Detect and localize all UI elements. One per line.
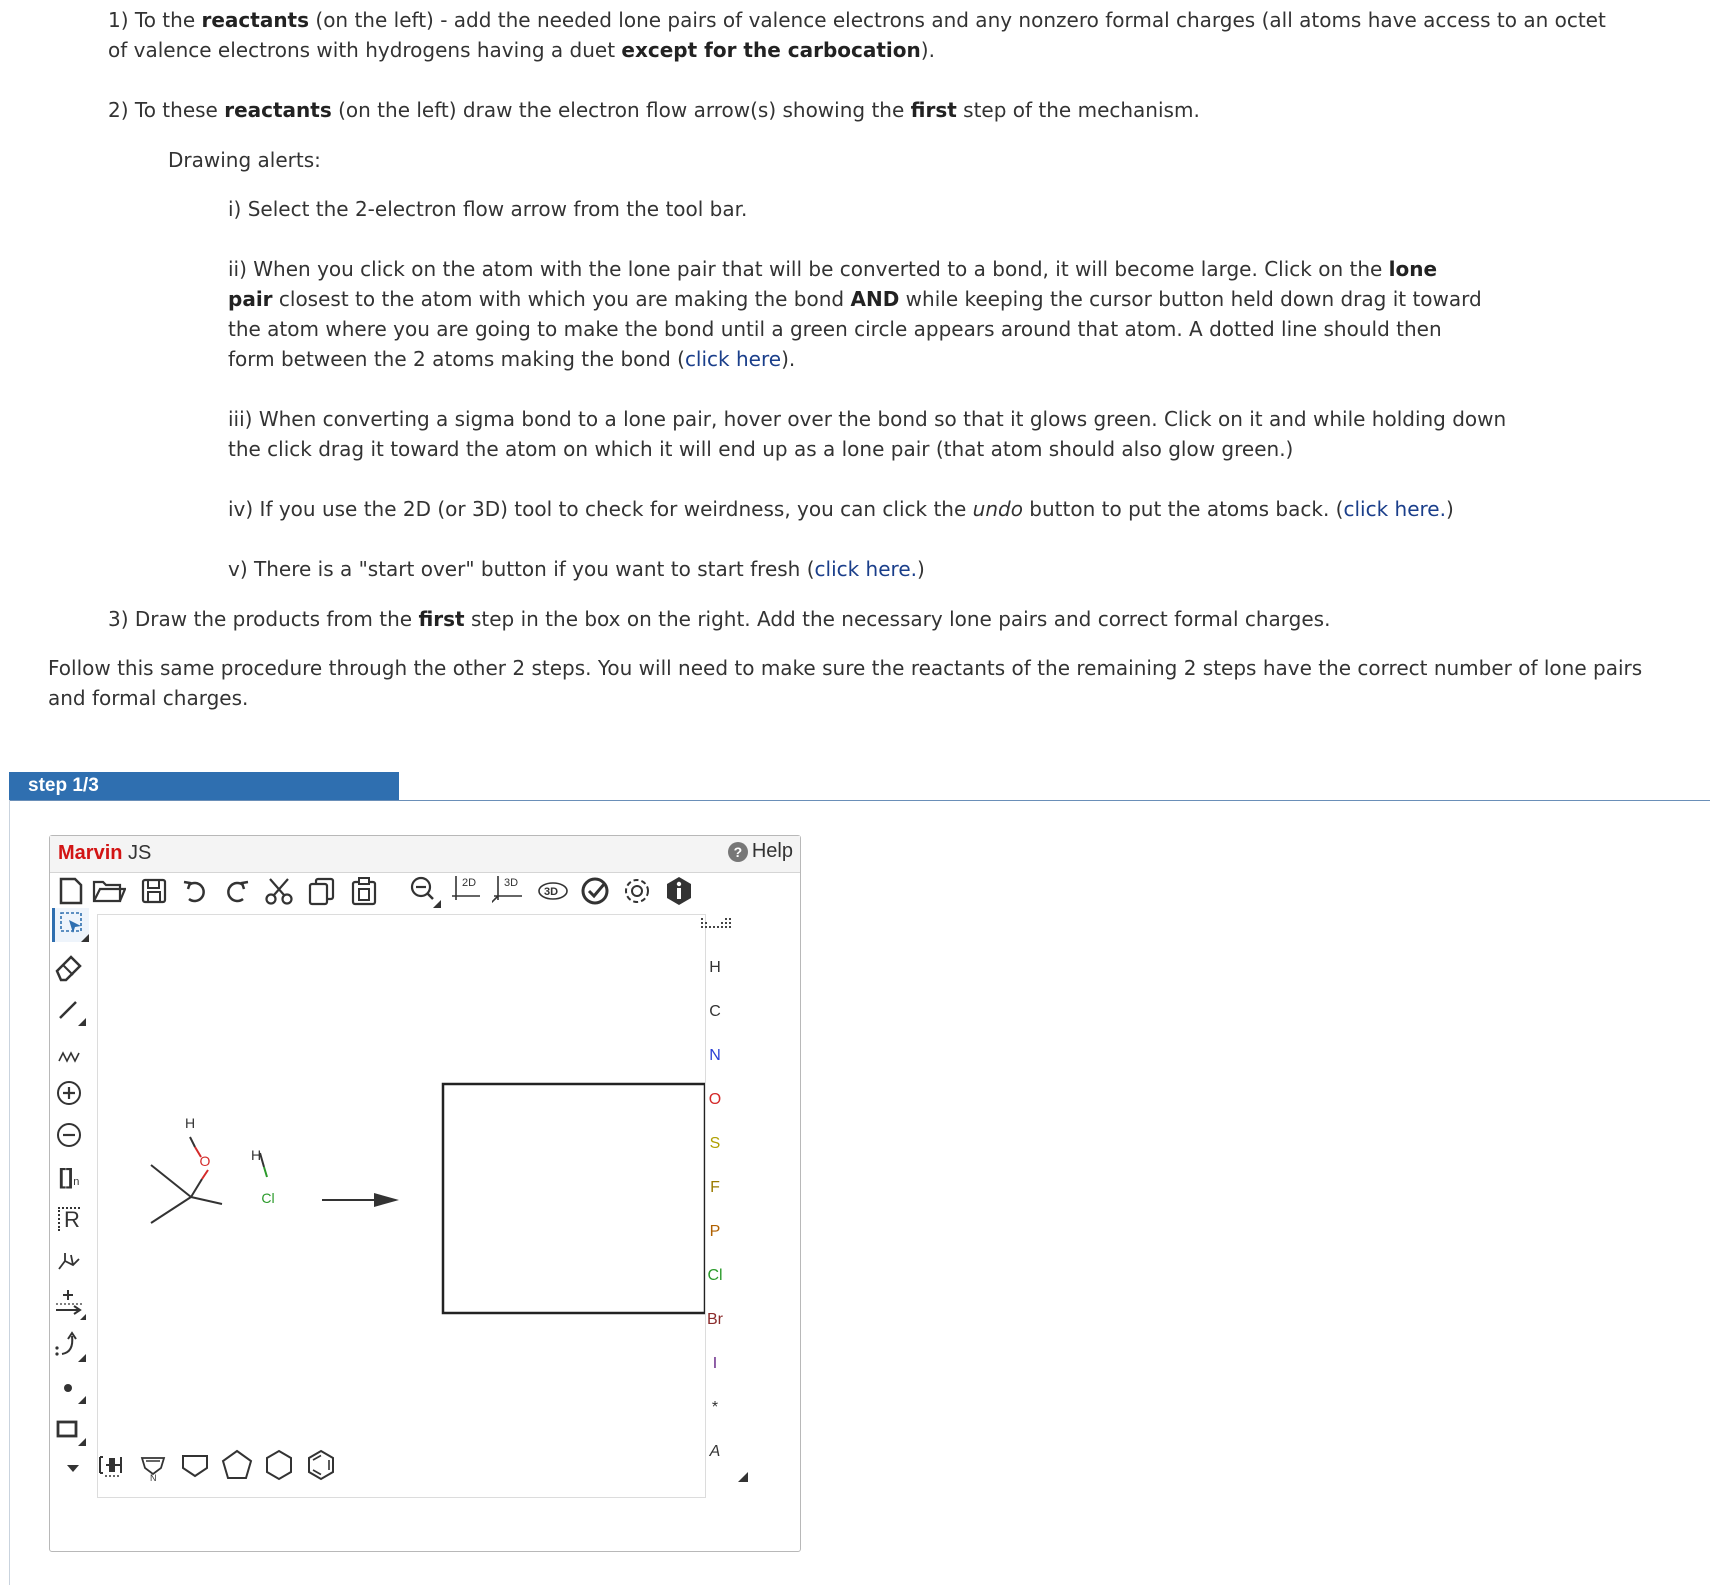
single-bond-icon[interactable]: [52, 992, 86, 1026]
info-icon[interactable]: [662, 874, 696, 908]
template-cyclopentane-icon[interactable]: [220, 1448, 254, 1482]
paste-icon[interactable]: [347, 874, 381, 908]
rotate-3d-icon[interactable]: [536, 874, 570, 908]
templates-dropdown-icon[interactable]: [56, 1450, 90, 1484]
marvin-title: Marvin JS: [58, 842, 152, 864]
marvin-js-editor: [49, 835, 801, 1552]
atom-chlorine[interactable]: Cl: [261, 1190, 275, 1206]
reaction-drawing: [98, 915, 705, 1497]
r-group-icon[interactable]: R: [52, 1202, 86, 1236]
element-button[interactable]: F: [710, 1179, 720, 1196]
reaction-arrow-head: [374, 1193, 399, 1207]
help-label: Help: [751, 840, 793, 862]
charge-plus-icon[interactable]: [52, 1076, 86, 1110]
step-panel-border: [9, 800, 10, 1585]
alert-ii-click-here-link[interactable]: click here: [684, 347, 782, 371]
drawing-canvas[interactable]: [97, 914, 706, 1498]
product-box: [443, 1084, 705, 1313]
alert-ii: ii) When you click on the atom with the lone pair that will be converted to a bond, it will become large. Click on the lone pair closest to the atom with which you are making the bond AND while keeping the cursor button held down drag it toward the atom where you are going to make the bond until a green circle appears around that atom. A dotted line should then form between the 2 atoms making the bond (click here).: [228, 257, 1482, 371]
follow-procedure-text: Follow this same procedure through the other 2 steps. You will need to make sure the reactants of the remaining 2 steps have the correct number of lone pairs and formal charges.: [48, 656, 1643, 710]
element-button[interactable]: O: [708, 1091, 722, 1108]
element-button[interactable]: Cl: [707, 1267, 723, 1284]
help-button[interactable]: [728, 840, 793, 863]
eraser-icon[interactable]: [52, 950, 86, 984]
instruction-3: 3) Draw the products from the first step in the box on the right. Add the necessary lone pairs and correct formal charges.: [108, 607, 1331, 631]
rectangle-shape-icon[interactable]: [52, 1412, 86, 1446]
alert-iii: iii) When converting a sigma bond to a lone pair, hover over the bond so that it glows green. Click on it and while holding down the click drag it toward the atom on which it will end up as a lone pair (that atom should also glow green.): [228, 407, 1507, 461]
template-library-icon[interactable]: [94, 1448, 128, 1482]
element-button[interactable]: S: [709, 1135, 721, 1152]
radical-icon[interactable]: [52, 1370, 86, 1404]
atom-h-hcl[interactable]: H: [250, 1147, 262, 1163]
element-button[interactable]: N: [709, 1047, 721, 1064]
svg-text:3D: 3D: [504, 877, 519, 889]
settings-gear-icon[interactable]: [620, 874, 654, 908]
alert-iv-click-here-link[interactable]: click here.: [1343, 497, 1446, 521]
step-tab[interactable]: step 1/3: [9, 772, 399, 800]
reaction-plus-icon[interactable]: [52, 1286, 86, 1320]
instruction-2: 2) To these reactants (on the left) draw the electron flow arrow(s) showing the first step of the mechanism.: [108, 98, 1200, 122]
open-folder-icon[interactable]: [92, 874, 126, 908]
svg-text:2D: 2D: [462, 877, 477, 889]
element-list-more-icon[interactable]: [738, 1472, 748, 1482]
clean-2d-icon[interactable]: [450, 872, 484, 906]
help-icon: ?: [728, 842, 748, 862]
element-list: [698, 946, 732, 1474]
svg-text:3D: 3D: [544, 886, 559, 898]
element-button[interactable]: I: [712, 1355, 718, 1372]
marvin-header: [50, 836, 800, 873]
undo-icon[interactable]: [178, 874, 212, 908]
redo-icon[interactable]: [220, 874, 254, 908]
check-structure-icon[interactable]: [578, 874, 612, 908]
electron-flow-arrow-icon[interactable]: [52, 1328, 86, 1362]
atom-oxygen[interactable]: O: [199, 1153, 211, 1169]
chain-icon[interactable]: [52, 1034, 86, 1068]
element-button[interactable]: Br: [707, 1311, 723, 1328]
template-pyrrole-icon[interactable]: [136, 1448, 170, 1482]
sgroup-bracket-icon[interactable]: [] n: [58, 1164, 80, 1189]
template-benzene-icon[interactable]: [304, 1448, 338, 1482]
copy-icon[interactable]: [305, 874, 339, 908]
cut-icon[interactable]: [262, 874, 296, 908]
element-button[interactable]: *: [711, 1399, 719, 1416]
element-button[interactable]: C: [709, 1003, 721, 1020]
alert-v-click-here-link[interactable]: click here.: [814, 557, 917, 581]
step-divider: [9, 800, 1710, 801]
element-button[interactable]: A: [709, 1443, 721, 1460]
atom-h-hydroxyl[interactable]: H: [184, 1115, 196, 1131]
charge-minus-icon[interactable]: [52, 1118, 86, 1152]
save-icon[interactable]: [137, 874, 171, 908]
template-cyclohexane-icon[interactable]: [262, 1448, 296, 1482]
select-tool-icon[interactable]: [52, 908, 89, 942]
drawing-alerts-title: Drawing alerts:: [168, 148, 321, 172]
alert-iv: iv) If you use the 2D (or 3D) tool to check for weirdness, you can click the undo button to put the atoms back. (click here.): [228, 497, 1454, 521]
element-button[interactable]: H: [709, 959, 721, 976]
reaction-map-icon[interactable]: [52, 1244, 86, 1278]
clean-3d-icon[interactable]: [492, 872, 526, 906]
alert-i: i) Select the 2-electron flow arrow from the tool bar.: [228, 197, 748, 221]
template-cyclobutane-icon[interactable]: [178, 1448, 212, 1482]
zoom-icon[interactable]: [408, 874, 442, 908]
svg-text:N: N: [150, 1473, 157, 1482]
new-document-icon[interactable]: [54, 874, 88, 908]
instruction-1: 1) To the reactants (on the left) - add the needed lone pairs of valence electrons and any nonzero formal charges (all atoms have access to an octet of valence electrons with hydrogens having a duet except for the carbocation).: [108, 8, 1606, 62]
element-button[interactable]: P: [709, 1223, 721, 1240]
periodic-table-icon[interactable]: [698, 908, 732, 942]
alert-v: v) There is a "start over" button if you want to start fresh (click here.): [228, 557, 925, 581]
